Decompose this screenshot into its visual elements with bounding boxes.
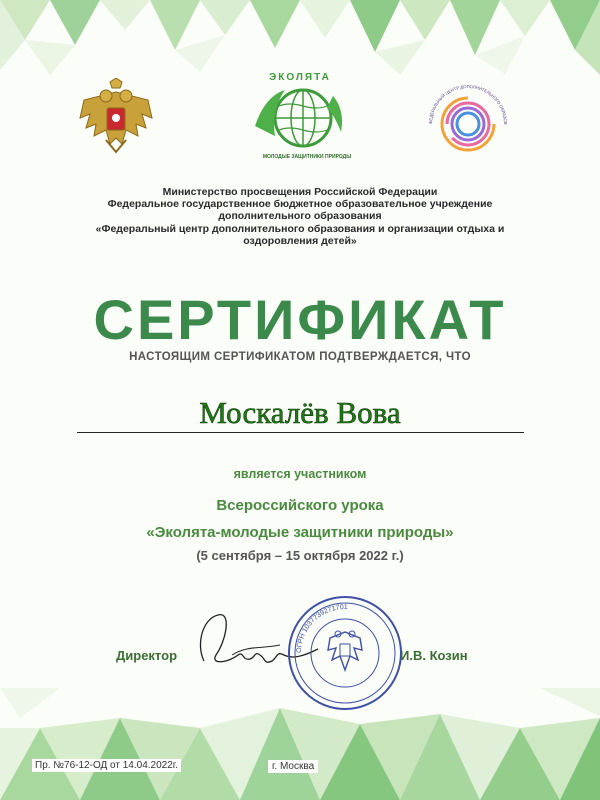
organization-header (40, 186, 560, 247)
director-name: И.В. Козин (400, 648, 468, 663)
certificate-title: СЕРТИФИКАТ (93, 288, 507, 351)
org-line-5: оздоровления детей» (243, 234, 357, 247)
recipient-name: Москалёв Вова (199, 395, 401, 430)
event-dates: (5 сентября – 15 октября 2022 г.) (196, 548, 404, 563)
certificate-subtitle: НАСТОЯЩИМ СЕРТИФИКАТОМ ПОДТВЕРЖДАЕТСЯ, ЧТО (129, 351, 471, 363)
stamp-ogrn-text: ОГРН 1037739271701 (295, 603, 348, 654)
spiral-logo-text: ФЕДЕРАЛЬНЫЙ ЦЕНТР ДОПОЛНИТЕЛЬНОГО ОБРАЗОВ (428, 84, 508, 125)
lesson-text: Всероссийского урока (216, 497, 384, 514)
participant-text: является участником (233, 467, 367, 481)
org-line-1: Министерство просвещения Российской Федерации (162, 186, 438, 198)
coat-of-arms-icon (76, 78, 156, 162)
order-reference: Пр. №76-12-ОД от 14.04.2022г. (32, 759, 181, 772)
org-line-4: «Федеральный центр дополнительного образования и организации отдыха и (95, 222, 505, 235)
ecolyata-logo-subtext: МОЛОДЫЕ ЗАЩИТНИКИ ПРИРОДЫ (262, 154, 352, 160)
bottom-decorative-band (0, 688, 600, 800)
city-label: г. Москва (268, 760, 318, 773)
org-line-3: дополнительного образования (218, 210, 382, 223)
ecolyata-logo-icon (245, 66, 355, 166)
federal-center-spiral-icon (428, 84, 508, 164)
lesson-name: «Эколята-молодые защитники природы» (146, 524, 454, 541)
recipient-underline (77, 432, 524, 433)
logos-row (0, 72, 600, 168)
ecolyata-logo-text: ЭКОЛЯТА (269, 72, 331, 83)
director-label: Директор (116, 648, 178, 663)
org-line-2: Федеральное государственное бюджетное образовательное учреждение (107, 198, 493, 211)
